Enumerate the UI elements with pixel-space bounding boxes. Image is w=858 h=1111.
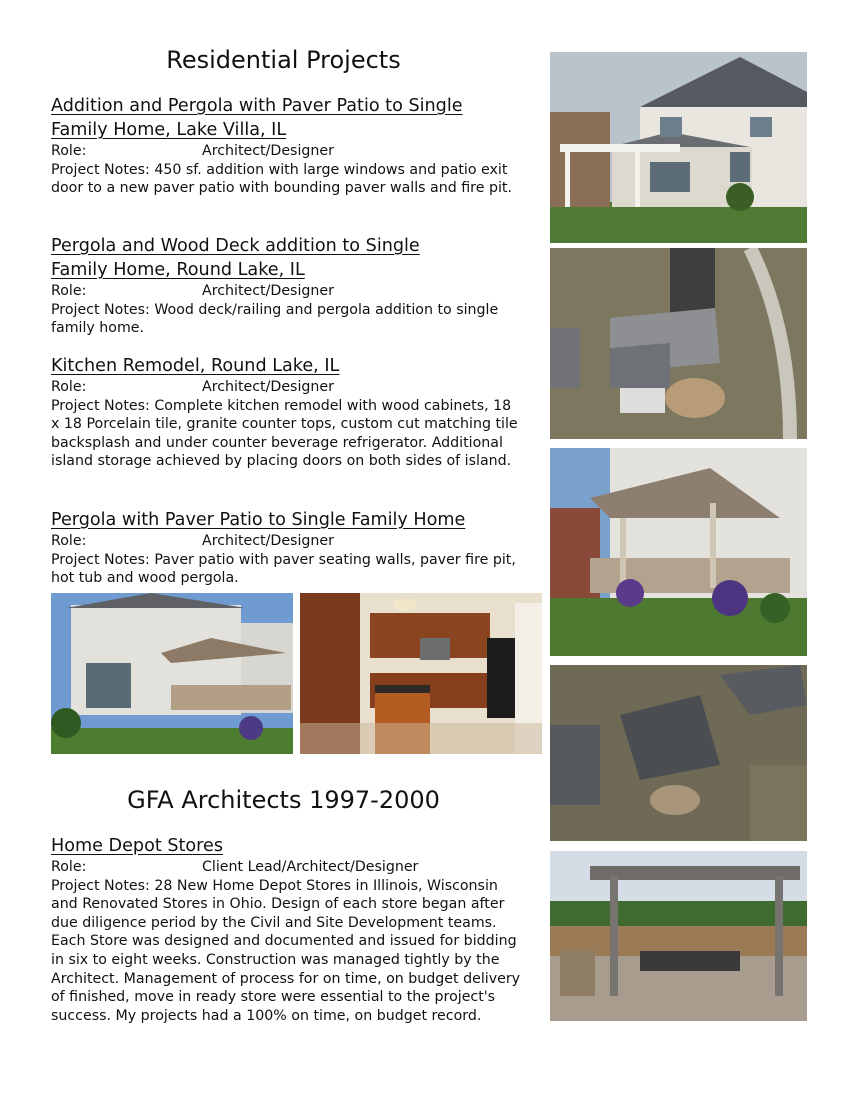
project-title: Pergola and Wood Deck addition to Single Family Home, Round Lake, IL	[51, 236, 420, 280]
project-notes: Project Notes: Complete kitchen remodel with wood cabinets, 18 x 18 Porcelain tile, granite counter tops, custom cut matching tile backsplash and under counter beverage refrigerator. Additional island storage achieved by placing doors on both sides of island.	[51, 397, 518, 470]
project-title: Kitchen Remodel, Round Lake, IL	[51, 356, 340, 376]
project-pergola-paver	[51, 508, 521, 588]
role-row	[51, 282, 521, 301]
project-notes: Project Notes: 28 New Home Depot Stores in Illinois, Wisconsin and Renovated Stores in Ohio. Design of each store began after due diligence period by the Civil and Site Development teams. Each Store was designed and documented and issued for bidding in six to eight weeks. Construction was managed tightly by the Architect. Management of process for on time, on budget delivery of finished, move in ready store were essential to the project's success. My projects had a 100% on time, on budget record.	[51, 877, 521, 1024]
photo-rear-exterior-pergola	[51, 593, 293, 754]
project-title: Pergola with Paver Patio to Single Family Home	[51, 510, 466, 530]
role-label: Role:	[51, 283, 87, 299]
role-label: Role:	[51, 379, 87, 395]
role-label: Role:	[51, 533, 87, 549]
project-round-lake-deck	[51, 234, 521, 338]
role-row	[51, 378, 521, 397]
project-notes: Project Notes: Wood deck/railing and pergola addition to single family home.	[51, 301, 499, 337]
photo-pergola-paver-patio	[550, 851, 807, 1021]
photo-house-pergola-addition	[550, 52, 807, 243]
project-notes: Project Notes: 450 sf. addition with large windows and patio exit door to a new paver patio with bounding paver walls and fire pit.	[51, 161, 512, 197]
role-row	[51, 142, 521, 161]
role-value: Architect/Designer	[202, 143, 334, 159]
residential-heading: Residential Projects	[166, 46, 401, 74]
role-value: Client Lead/Architect/Designer	[202, 859, 419, 875]
project-home-depot	[51, 834, 521, 1025]
project-title: Home Depot Stores	[51, 836, 224, 856]
photo-deck-pergola	[550, 448, 807, 656]
role-label: Role:	[51, 859, 87, 875]
project-kitchen-remodel	[51, 354, 521, 471]
role-label: Role:	[51, 143, 87, 159]
photo-aerial-pergola-site	[550, 665, 807, 841]
role-value: Architect/Designer	[202, 283, 334, 299]
project-notes: Project Notes: Paver patio with paver seating walls, paver fire pit, hot tub and wood pergola.	[51, 551, 516, 587]
role-value: Architect/Designer	[202, 533, 334, 549]
gfa-heading: GFA Architects 1997-2000	[127, 786, 440, 814]
photo-aerial-round-lake	[550, 248, 807, 439]
role-row	[51, 858, 521, 877]
project-lake-villa	[51, 94, 521, 198]
project-title: Addition and Pergola with Paver Patio to Single Family Home, Lake Villa, IL	[51, 96, 463, 140]
role-value: Architect/Designer	[202, 379, 334, 395]
role-row	[51, 532, 521, 551]
photo-kitchen	[300, 593, 542, 754]
